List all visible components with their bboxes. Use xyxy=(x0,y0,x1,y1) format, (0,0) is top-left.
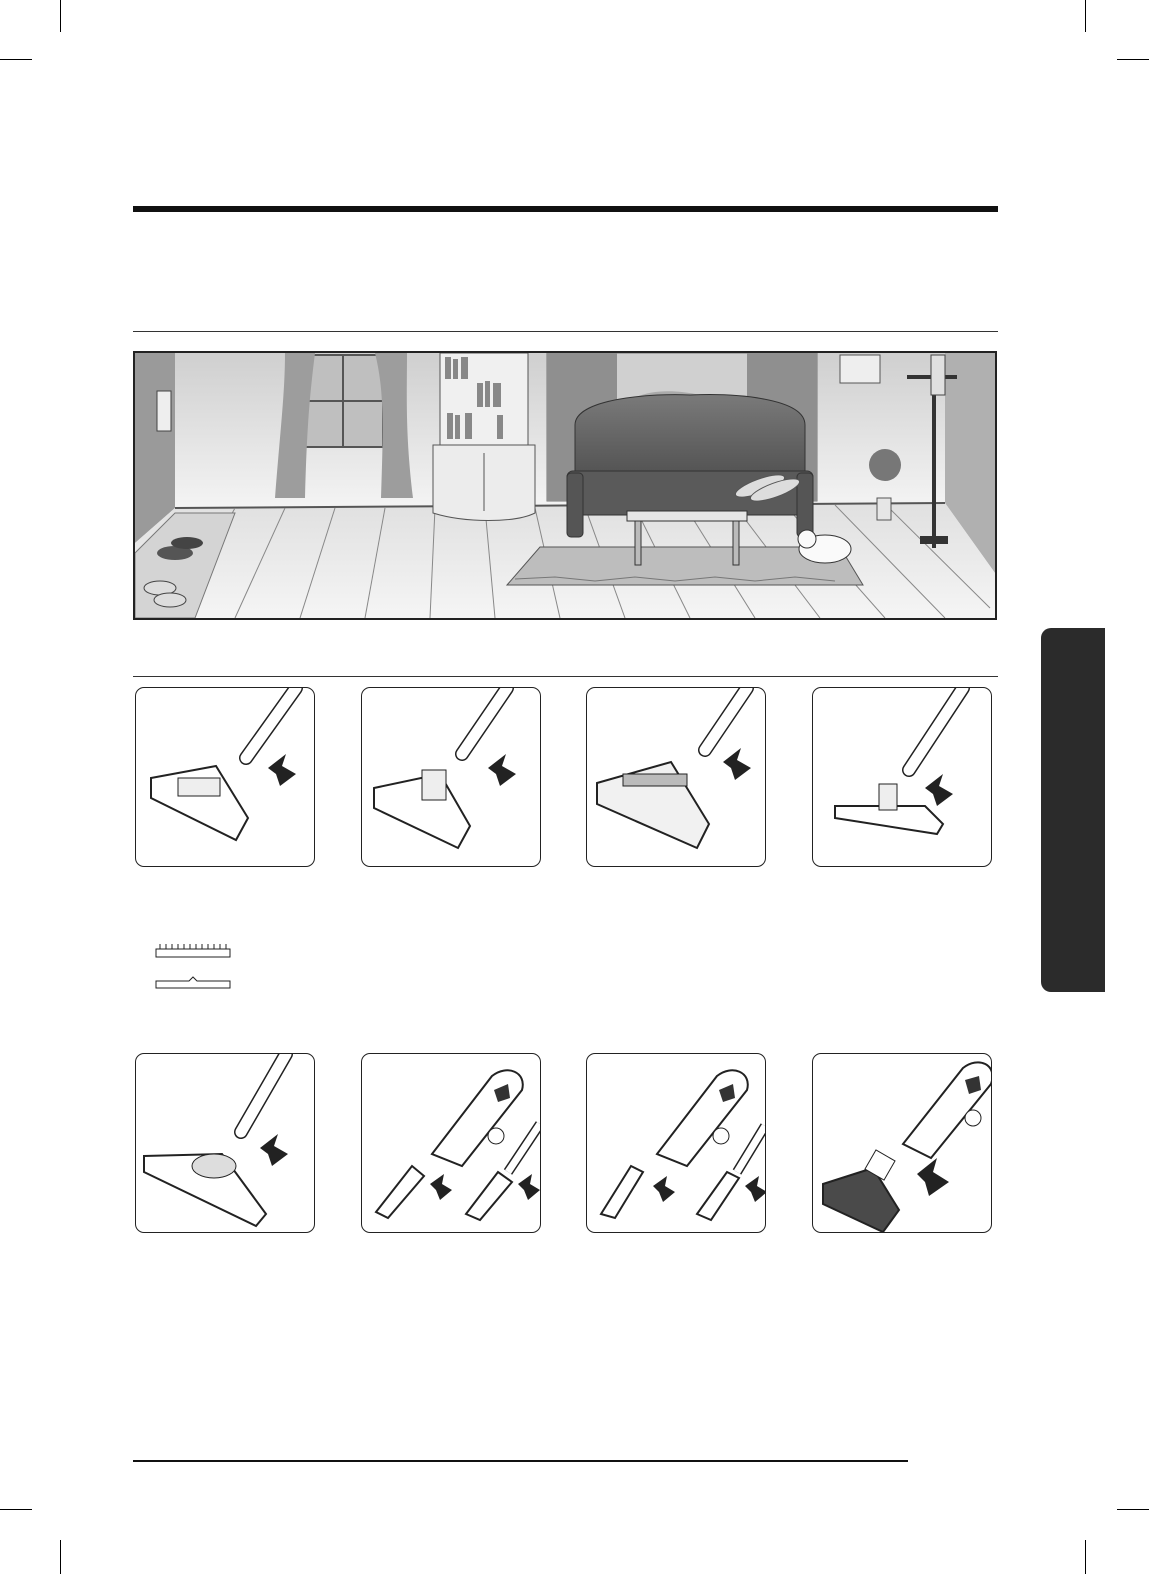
floor-brush-tile-4 xyxy=(812,687,992,867)
crevice-tool-tile-1 xyxy=(361,1053,541,1233)
living-room-scene-icon xyxy=(135,353,995,618)
header-rule xyxy=(133,206,998,212)
floor-brush-c-icon xyxy=(587,688,766,867)
crop-mark-bl-v xyxy=(60,1540,61,1574)
crevice-tool-set-a-icon xyxy=(362,1054,541,1233)
crop-mark-bl-h xyxy=(0,1509,32,1510)
crop-mark-tl-h xyxy=(0,59,32,60)
chapter-side-tab xyxy=(1041,628,1105,992)
bristle-strip-legend xyxy=(155,942,233,965)
crop-mark-tr-v xyxy=(1085,0,1086,32)
mini-turbo-brush-icon xyxy=(813,1054,992,1233)
section-rule-1 xyxy=(133,331,998,332)
bristle-strip-icon xyxy=(155,942,233,960)
crevice-tool-set-b-icon xyxy=(587,1054,766,1233)
floor-brush-e-icon xyxy=(136,1054,315,1233)
plain-strip-icon xyxy=(155,976,233,990)
floor-brush-a-icon xyxy=(136,688,315,867)
crop-mark-tr-h xyxy=(1117,59,1149,60)
crevice-tool-tile-2 xyxy=(586,1053,766,1233)
crop-mark-tl-v xyxy=(60,0,61,32)
floor-brush-d-icon xyxy=(813,688,992,867)
floor-brush-tile-3 xyxy=(586,687,766,867)
living-room-illustration xyxy=(133,351,997,620)
section-rule-2 xyxy=(133,676,998,677)
crop-mark-br-v xyxy=(1085,1540,1086,1574)
floor-brush-tile-1 xyxy=(135,687,315,867)
crop-mark-br-h xyxy=(1117,1509,1149,1510)
floor-brush-tile-5 xyxy=(135,1053,315,1233)
plain-strip-legend xyxy=(155,976,233,995)
floor-brush-tile-2 xyxy=(361,687,541,867)
floor-brush-b-icon xyxy=(362,688,541,867)
mini-turbo-brush-tile xyxy=(812,1053,992,1233)
footer-rule xyxy=(133,1460,908,1462)
